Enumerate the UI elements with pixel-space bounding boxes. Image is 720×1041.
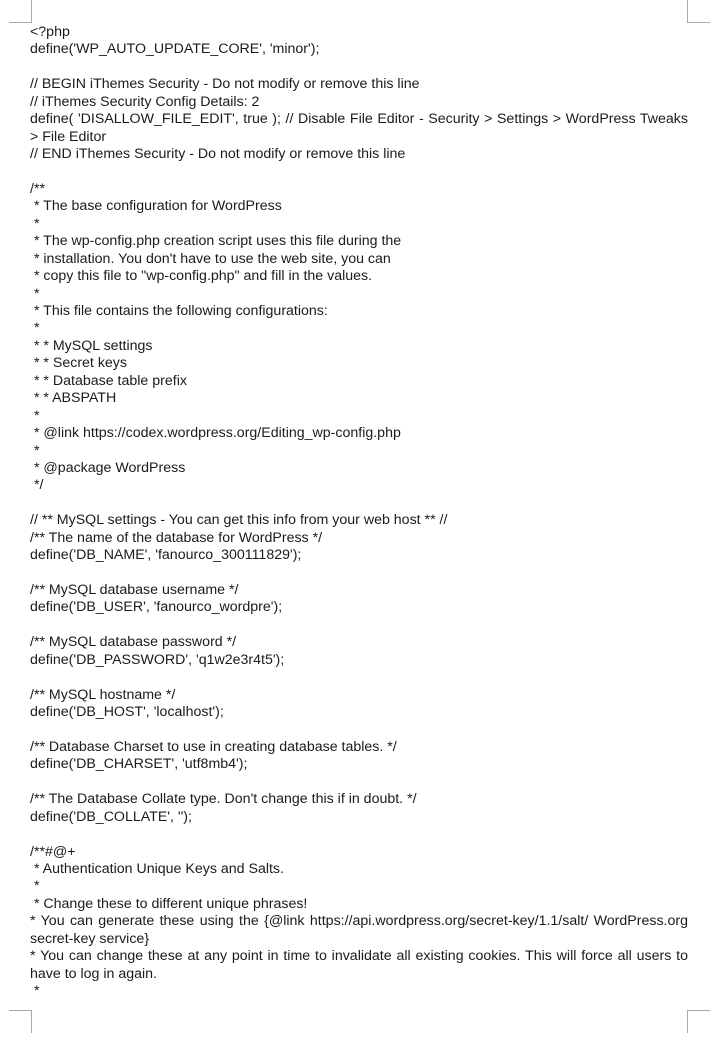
text-line: * The base configuration for WordPress: [30, 198, 282, 215]
text-line: * You can change these at any point in time to invalidate all existing cookies. This will force all users to have to log in again.: [30, 948, 688, 982]
text-line: * @link https://codex.wordpress.org/Editing_wp-config.php: [30, 425, 401, 442]
text-line: * * ABSPATH: [30, 390, 117, 407]
text-line: // BEGIN iThemes Security - Do not modify or remove this line: [30, 76, 420, 93]
text-line: /** Database Charset to use in creating database tables. */: [30, 738, 397, 755]
text-line: * * Secret keys: [30, 355, 127, 372]
text-line: define( 'DISALLOW_FILE_EDIT', true ); // Disable File Editor - Security > Settings > WordPress Tweaks > File Editor: [30, 111, 688, 145]
text-line: // iThemes Security Config Details: 2: [30, 93, 260, 110]
text-line: define('WP_AUTO_UPDATE_CORE', 'minor');: [30, 41, 320, 58]
text-line: */: [30, 477, 44, 494]
text-line: * This file contains the following configurations:: [30, 303, 328, 320]
blank-line: [30, 826, 688, 843]
text-line: define('DB_COLLATE', '');: [30, 808, 192, 825]
page-corner-mark-top-left: [9, 0, 32, 23]
text-line: * * Database table prefix: [30, 372, 187, 389]
text-line: /**: [30, 180, 45, 197]
blank-line: [30, 722, 688, 739]
text-line: * installation. You don't have to use the web site, you can: [30, 250, 391, 267]
document-body: [30, 24, 688, 1001]
text-line: <?php: [30, 24, 70, 40]
page-corner-mark-top-right: [687, 0, 710, 23]
blank-line: [30, 164, 688, 181]
text-line: // END iThemes Security - Do not modify or remove this line: [30, 146, 406, 163]
text-line: define('DB_PASSWORD', 'q1w2e3r4t5');: [30, 651, 285, 668]
blank-line: [30, 774, 688, 791]
text-line: // ** MySQL settings - You can get this info from your web host ** //: [30, 512, 448, 529]
text-line: /**#@+: [30, 843, 76, 860]
page-corner-mark-bottom-right: [687, 1010, 710, 1033]
text-line: /** The Database Collate type. Don't change this if in doubt. */: [30, 791, 417, 808]
blank-line: [30, 617, 688, 634]
text-line: * * MySQL settings: [30, 337, 153, 354]
text-line: /** MySQL database username */: [30, 582, 239, 599]
text-line: define('DB_HOST', 'localhost');: [30, 704, 224, 721]
text-line: *: [30, 983, 40, 1000]
blank-line: [30, 565, 688, 582]
text-line: *: [30, 285, 40, 302]
text-line: define('DB_NAME', 'fanourco_300111829');: [30, 547, 302, 564]
blank-line: [30, 495, 688, 512]
blank-line: [30, 59, 688, 76]
blank-line: [30, 669, 688, 686]
text-line: /** MySQL database password */: [30, 634, 237, 651]
text-line: * Authentication Unique Keys and Salts.: [30, 861, 284, 878]
text-line: *: [30, 215, 40, 232]
text-line: *: [30, 320, 40, 337]
text-line: * You can generate these using the {@link https://api.wordpress.org/secret-key/1.1/salt/ WordPress.org secret-key service}: [30, 913, 688, 947]
text-line: *: [30, 442, 40, 459]
text-line: *: [30, 407, 40, 424]
text-line: * @package WordPress: [30, 459, 186, 476]
text-line: /** The name of the database for WordPress */: [30, 529, 323, 546]
page-corner-mark-bottom-left: [9, 1010, 32, 1033]
text-line: * The wp-config.php creation script uses this file during the: [30, 233, 402, 250]
text-line: /** MySQL hostname */: [30, 686, 176, 703]
text-line: define('DB_USER', 'fanourco_wordpre');: [30, 599, 283, 616]
text-line: * copy this file to "wp-config.php" and fill in the values.: [30, 268, 373, 285]
text-line: * Change these to different unique phrases!: [30, 895, 308, 912]
text-line: *: [30, 878, 40, 895]
text-line: define('DB_CHARSET', 'utf8mb4');: [30, 756, 248, 773]
